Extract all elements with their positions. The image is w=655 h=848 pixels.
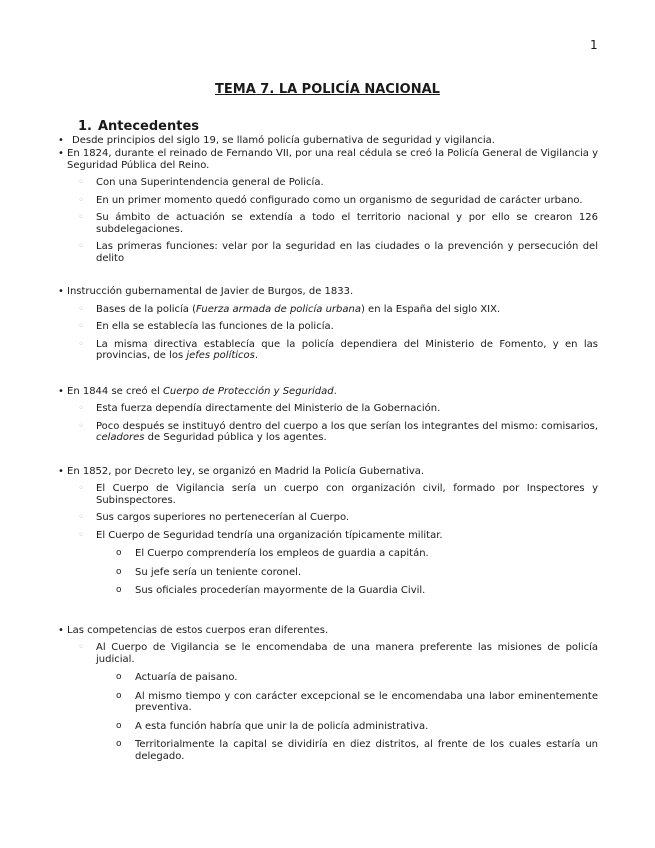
sub-list-item: ◦ En ella se establecía las funciones de la policía. — [78, 321, 334, 332]
document-body — [58, 121, 598, 762]
sub-list-item: ◦ Las primeras funciones: velar por la seguridad en las ciudades o la prevención y persecución del delito — [78, 241, 598, 264]
section-number: 1. — [78, 119, 92, 134]
sub-sub-list-item: o Su jefe sería un teniente coronel. — [116, 566, 302, 578]
list-item: • En 1824, durante el reinado de Fernando VII, por una real cédula se creó la Policía General de Vigilancia y Seguridad Pública del Reino. — [58, 148, 598, 171]
sub-sub-list-item: o El Cuerpo comprendería los empleos de guardia a capitán. — [116, 548, 429, 559]
list-item: • Las competencias de estos cuerpos eran diferentes. — [58, 624, 329, 636]
sub-sub-list-item: o Actuaría de paisano. — [116, 672, 238, 683]
sub-list-item: ◦ En un primer momento quedó configurado como un organismo de seguridad de carácter urbano. — [78, 194, 583, 206]
sub-list-item: ◦ El Cuerpo de Seguridad tendría una organización típicamente militar. — [78, 529, 443, 541]
sub-list-item: ◦ Al Cuerpo de Vigilancia se le encomendaba de una manera preferente las misiones de policía judicial. — [78, 642, 598, 665]
bullet-marker: • — [58, 134, 64, 146]
sub-list-item: ◦ La misma directiva establecía que la policía dependiera del Ministerio de Fomento, y en las provincias, de los jefes políticos. — [78, 338, 598, 361]
list-item: • Desde principios del siglo 19, se llamó policía gubernativa de seguridad y vigilancia. — [58, 134, 495, 146]
sub-sub-list-item: o Sus oficiales procederían mayormente de la Guardia Civil. — [116, 585, 426, 596]
sub-list-item: ◦ Bases de la policía (Fuerza armada de policía urbana) en la España del siglo XIX. — [78, 303, 501, 315]
sub-list-item: ◦ El Cuerpo de Vigilancia sería un cuerpo con organización civil, formado por Inspectores y Subinspectores. — [78, 483, 598, 506]
bullet-marker: • — [58, 286, 64, 297]
section-heading — [78, 121, 598, 133]
bullet-marker: • — [58, 148, 64, 159]
sub-sub-list-item: o Territorialmente la capital se dividiría en diez distritos, al frente de los cuales estaría un delegado. — [116, 739, 598, 762]
bullet-marker: • — [58, 385, 64, 397]
list-item: • Instrucción gubernamental de Javier de Burgos, de 1833. — [58, 286, 354, 297]
section-title: Antecedentes — [97, 119, 200, 134]
sub-sub-list-item: o Al mismo tiempo y con carácter excepcional se le encomendaba una labor eminentemente preventiva. — [116, 690, 598, 713]
sub-list-item: ◦ Su ámbito de actuación se extendía a todo el territorio nacional y por ello se crearon 126 subdelegaciones. — [78, 212, 598, 235]
bullet-marker: • — [58, 624, 64, 636]
sub-list-item: ◦ Sus cargos superiores no pertenecerían al Cuerpo. — [78, 512, 350, 523]
list-item: • En 1844 se creó el Cuerpo de Protección y Seguridad. — [58, 385, 337, 397]
list-item: • En 1852, por Decreto ley, se organizó en Madrid la Policía Gubernativa. — [58, 465, 425, 477]
sub-list-item: ◦ Con una Superintendencia general de Policía. — [78, 177, 324, 188]
sub-list-item: ◦ Esta fuerza dependía directamente del Ministerio de la Gobernación. — [78, 403, 441, 414]
bullet-marker: • — [58, 465, 64, 477]
sub-list-item: ◦ Poco después se instituyó dentro del cuerpo a los que serían los integrantes del mismo: comisarios, celadores de Seguridad pública y los agentes. — [78, 420, 598, 443]
page-number: 1 — [590, 38, 598, 52]
page-title: TEMA 7. LA POLICÍA NACIONAL — [215, 82, 440, 97]
sub-sub-list-item: o A esta función habría que unir la de policía administrativa. — [116, 720, 429, 732]
